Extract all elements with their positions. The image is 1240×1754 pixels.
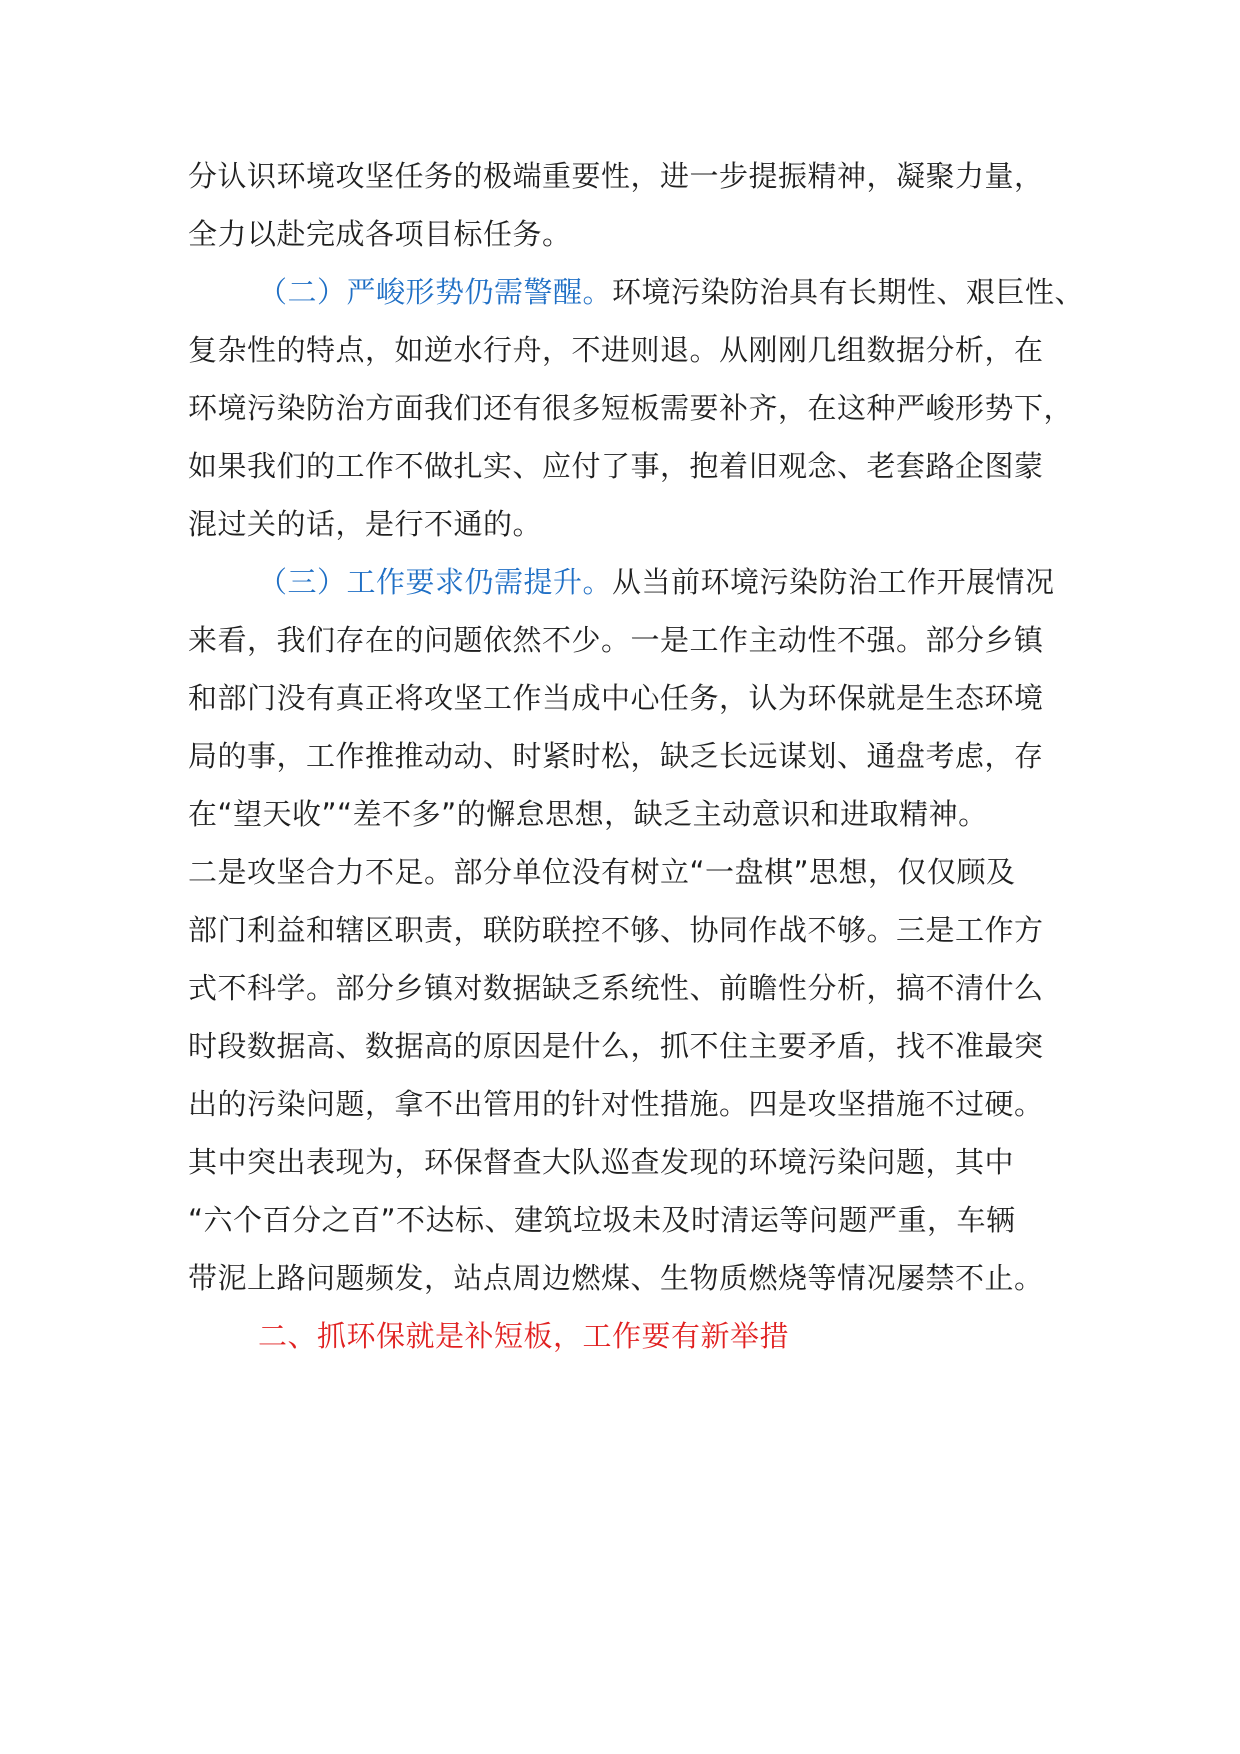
paragraph-line: 环境污染防治方面我们还有很多短板需要补齐，在这种严峻形势下， [188,391,1074,425]
subheading-three: （三）工作要求仍需提升。 [258,565,613,599]
section-heading: 二、抓环保就是补短板，工作要有新举措 [258,1319,790,1353]
paragraph-line: 如果我们的工作不做扎实、应付了事，抱着旧观念、老套路企图蒙 [188,449,1044,483]
paragraph-line: 分认识环境攻坚任务的极端重要性，进一步提振精神，凝聚力量， [188,159,1044,193]
paragraph-line: 部门利益和辖区职责，联防联控不够、协同作战不够。三是工作方 [188,913,1044,947]
paragraph-line: 混过关的话，是行不通的。 [188,507,543,541]
paragraph-line: 和部门没有真正将攻坚工作当成中心任务，认为环保就是生态环境 [188,681,1044,715]
paragraph-text: 从当前环境污染防治工作开展情况 [612,565,1055,599]
paragraph-line: 全力以赴完成各项目标任务。 [188,217,572,251]
paragraph-line-with-heading [258,562,1055,602]
paragraph-line: “六个百分之百”不达标、建筑垃圾未及时清运等问题严重，车辆 [188,1203,1016,1237]
paragraph-line-with-heading [258,272,1084,312]
paragraph-line: 时段数据高、数据高的原因是什么，抓不住主要矛盾，找不准最突 [188,1029,1044,1063]
paragraph-line: 在“望天收”“差不多”的懈怠思想，缺乏主动意识和进取精神。 [188,797,988,831]
paragraph-line: 其中突出表现为，环保督查大队巡查发现的环境污染问题，其中 [188,1145,1015,1179]
paragraph-line: 二是攻坚合力不足。部分单位没有树立“一盘棋”思想，仅仅顾及 [188,855,1016,889]
paragraph-line: 复杂性的特点，如逆水行舟，不进则退。从刚刚几组数据分析，在 [188,333,1044,367]
paragraph-text: 环境污染防治具有长期性、艰巨性、 [612,275,1085,309]
paragraph-line: 来看，我们存在的问题依然不少。一是工作主动性不强。部分乡镇 [188,623,1044,657]
paragraph-line: 局的事，工作推推动动、时紧时松，缺乏长远谋划、通盘考虑，存 [188,739,1044,773]
subheading-two: （二）严峻形势仍需警醒。 [258,275,613,309]
paragraph-line: 出的污染问题，拿不出管用的针对性措施。四是攻坚措施不过硬。 [188,1087,1044,1121]
paragraph-line: 式不科学。部分乡镇对数据缺乏系统性、前瞻性分析，搞不清什么 [188,971,1044,1005]
paragraph-line: 带泥上路问题频发，站点周边燃煤、生物质燃烧等情况屡禁不止。 [188,1261,1044,1295]
